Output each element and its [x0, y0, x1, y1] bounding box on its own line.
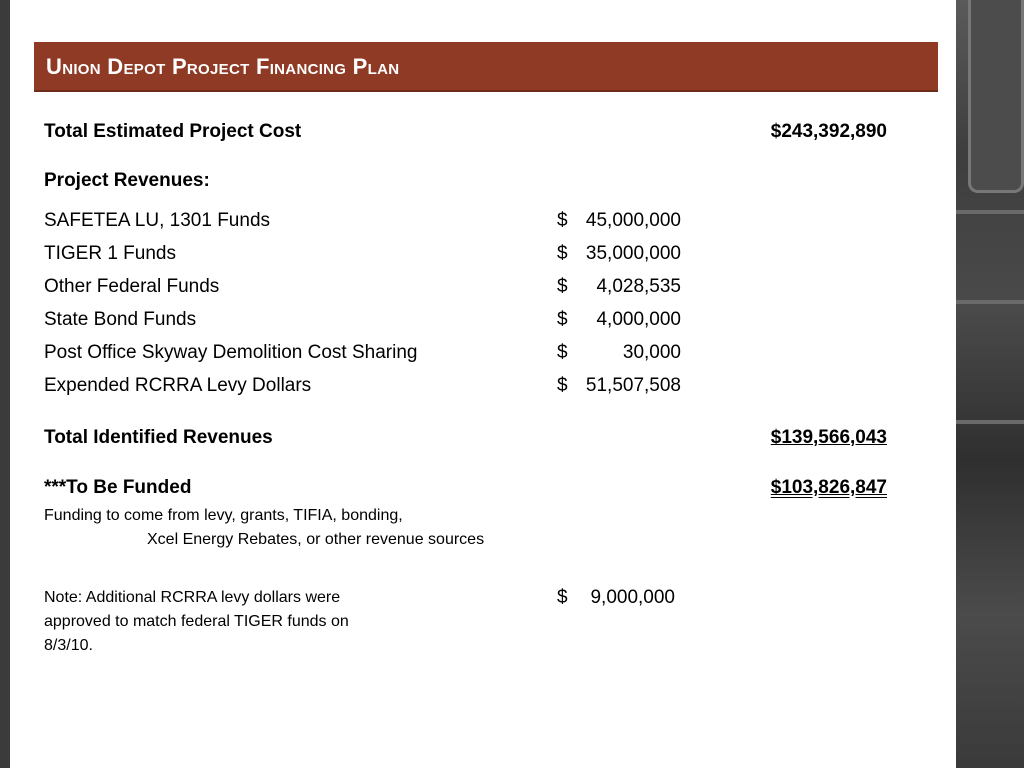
background-photo-strip — [956, 0, 1024, 768]
currency-symbol: $ — [557, 276, 568, 297]
photo-beam — [956, 300, 1024, 304]
revenue-label: TIGER 1 Funds — [44, 243, 176, 264]
revenue-label: Expended RCRRA Levy Dollars — [44, 375, 312, 396]
currency-symbol: $ — [557, 587, 568, 608]
currency-symbol: $ — [557, 210, 568, 231]
title-bar — [34, 42, 938, 92]
total-cost-label: Total Estimated Project Cost — [44, 121, 302, 142]
revenue-label: State Bond Funds — [44, 309, 197, 330]
photo-arch-window — [968, 0, 1024, 193]
currency-symbol: $ — [557, 243, 568, 264]
note-line2: approved to match federal TIGER funds on — [44, 613, 349, 630]
total-revenues-label: Total Identified Revenues — [44, 427, 273, 448]
total-cost-value: $243,392,890 — [770, 121, 887, 142]
currency-symbol: $ — [557, 342, 568, 363]
currency-symbol: $ — [557, 375, 568, 396]
currency-symbol: $ — [557, 309, 568, 330]
total-revenues-value: $139,566,043 — [770, 427, 887, 448]
revenues-heading: Project Revenues: — [44, 170, 210, 191]
amount-value: 35,000,000 — [585, 243, 681, 264]
left-edge-border — [0, 0, 10, 768]
amount-value: 9,000,000 — [590, 587, 675, 608]
revenue-label: SAFETEA LU, 1301 Funds — [44, 210, 271, 231]
page-title: Union Depot Project Financing Plan — [46, 54, 400, 79]
funding-sources-note-line2: Xcel Energy Rebates, or other revenue sources — [147, 531, 485, 548]
to-be-funded-label: ***To Be Funded — [44, 477, 192, 498]
photo-beam — [956, 420, 1024, 424]
amount-value: 51,507,508 — [585, 375, 681, 396]
to-be-funded-value: $103,826,847 — [770, 477, 887, 498]
amount-value: 45,000,000 — [585, 210, 681, 231]
note-line3: 8/3/10. — [44, 637, 93, 654]
revenue-label: Post Office Skyway Demolition Cost Sharing — [44, 342, 418, 363]
amount-value: 4,028,535 — [596, 276, 681, 297]
note-line1: Note: Additional RCRRA levy dollars were — [44, 589, 341, 606]
funding-sources-note-line1: Funding to come from levy, grants, TIFIA, bonding, — [44, 507, 403, 524]
revenue-label: Other Federal Funds — [44, 276, 220, 297]
photo-beam — [956, 210, 1024, 214]
amount-value: 4,000,000 — [596, 309, 681, 330]
amount-value: 30,000 — [622, 342, 681, 363]
